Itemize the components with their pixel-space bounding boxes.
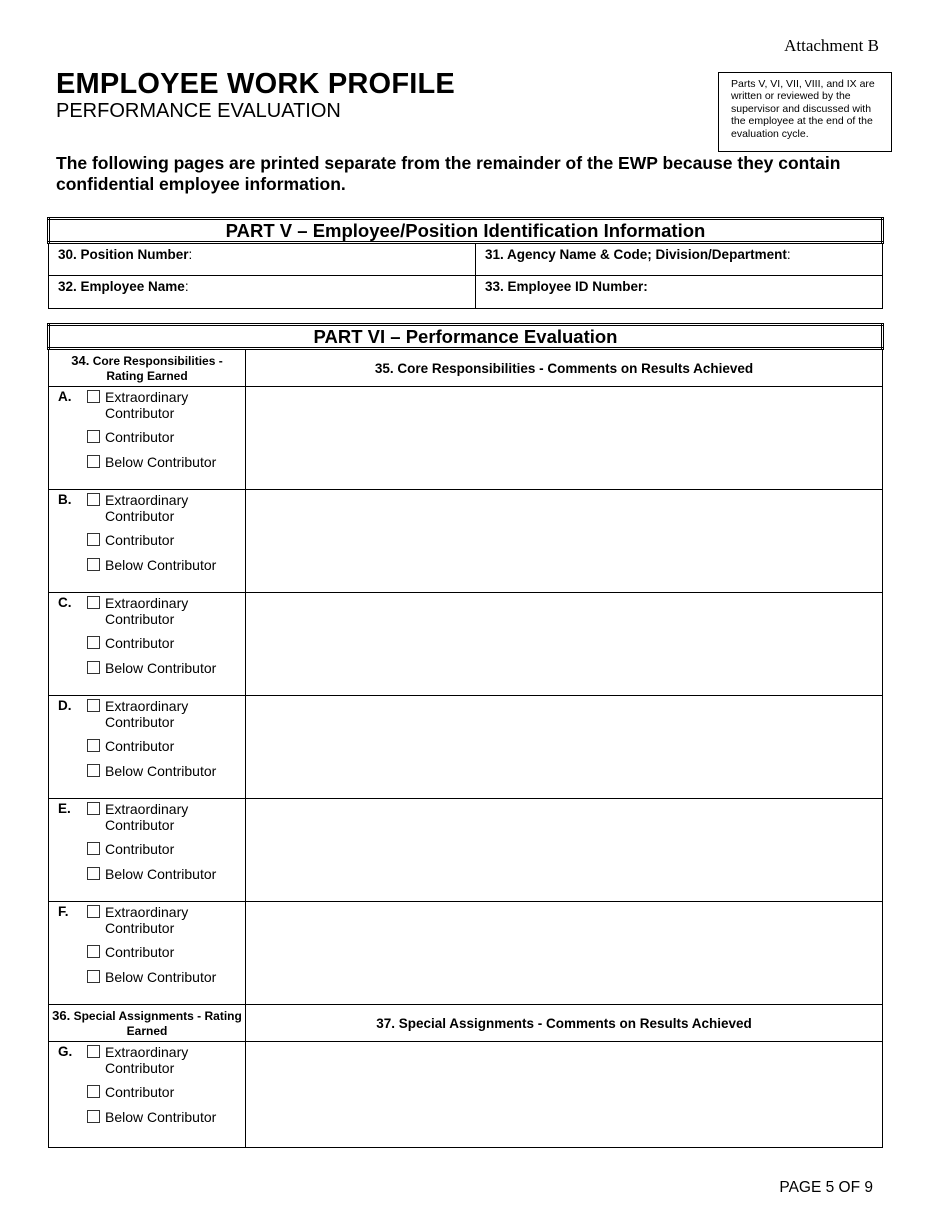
checkbox[interactable] — [87, 430, 100, 443]
checkbox[interactable] — [87, 661, 100, 674]
option-contributor[interactable]: Contributor — [87, 1084, 174, 1100]
part6-table — [47, 323, 884, 1148]
option-below-contributor[interactable]: Below Contributor — [87, 866, 216, 882]
rating-cell — [49, 1042, 246, 1148]
row-letter: B. — [58, 492, 72, 507]
option-below-contributor[interactable]: Below Contributor — [87, 969, 216, 985]
checkbox[interactable] — [87, 493, 100, 506]
option-extraordinary[interactable]: Extraordinary Contributor — [87, 389, 188, 421]
employee-id-field[interactable] — [476, 276, 883, 309]
checkbox[interactable] — [87, 867, 100, 880]
option-extraordinary[interactable]: Extraordinary Contributor — [87, 492, 188, 524]
checkbox[interactable] — [87, 558, 100, 571]
checkbox[interactable] — [87, 455, 100, 468]
core-responsibility-row — [49, 593, 883, 696]
option-below-contributor[interactable]: Below Contributor — [87, 660, 216, 676]
checkbox[interactable] — [87, 764, 100, 777]
position-number-field[interactable]: 30. Position Number: — [49, 243, 476, 276]
option-contributor[interactable]: Contributor — [87, 532, 174, 548]
option-contributor[interactable]: Contributor — [87, 635, 174, 651]
checkbox[interactable] — [87, 970, 100, 983]
agency-name-label: 31. Agency Name & Code; Division/Department — [485, 247, 787, 262]
agency-name-field[interactable]: 31. Agency Name & Code; Division/Department: — [476, 243, 883, 276]
option-extraordinary[interactable]: Extraordinary Contributor — [87, 595, 188, 627]
option-below-contributor[interactable]: Below Contributor — [87, 557, 216, 573]
option-extraordinary[interactable]: Extraordinary Contributor — [87, 801, 188, 833]
core-responsibility-row — [49, 696, 883, 799]
core-responsibility-row — [49, 902, 883, 1005]
special-assignment-row — [49, 1042, 883, 1148]
option-below-contributor[interactable]: Below Contributor — [87, 1109, 216, 1125]
page-title: EMPLOYEE WORK PROFILE — [56, 68, 455, 100]
core-responsibility-row — [49, 387, 883, 490]
position-number-label: 30. Position Number — [58, 247, 189, 262]
comments-cell[interactable] — [246, 490, 883, 593]
rating-cell — [49, 593, 246, 696]
comments-cell[interactable] — [246, 387, 883, 490]
option-contributor[interactable]: Contributor — [87, 738, 174, 754]
col37-header: 37. Special Assignments - Comments on Results Achieved — [246, 1005, 883, 1042]
col35-header: 35. Core Responsibilities - Comments on Results Achieved — [246, 349, 883, 387]
col34-header: 34. Core Responsibilities - Rating Earned — [49, 349, 246, 387]
row-letter: D. — [58, 698, 72, 713]
checkbox[interactable] — [87, 905, 100, 918]
rating-cell — [49, 490, 246, 593]
option-contributor[interactable]: Contributor — [87, 944, 174, 960]
employee-name-field[interactable]: 32. Employee Name: — [49, 276, 476, 309]
row-letter: F. — [58, 904, 69, 919]
checkbox[interactable] — [87, 1045, 100, 1058]
checkbox[interactable] — [87, 739, 100, 752]
option-contributor[interactable]: Contributor — [87, 429, 174, 445]
checkbox[interactable] — [87, 945, 100, 958]
rating-cell — [49, 696, 246, 799]
row-letter: E. — [58, 801, 71, 816]
checkbox[interactable] — [87, 842, 100, 855]
part6-title: PART VI – Performance Evaluation — [49, 325, 883, 349]
checkbox[interactable] — [87, 699, 100, 712]
comments-cell[interactable] — [246, 1042, 883, 1148]
page-subtitle: PERFORMANCE EVALUATION — [56, 100, 341, 122]
row-letter: A. — [58, 389, 72, 404]
row-letter: G. — [58, 1044, 73, 1059]
part5-title: PART V – Employee/Position Identification Information — [49, 219, 883, 243]
col36-header: 36. Special Assignments - Rating Earned — [49, 1005, 246, 1042]
row-letter: C. — [58, 595, 72, 610]
note-box: Parts V, VI, VII, VIII, and IX are written or reviewed by the supervisor and discussed with the employee at the end of the evaluation cycle. — [718, 72, 892, 152]
checkbox[interactable] — [87, 802, 100, 815]
rating-cell — [49, 902, 246, 1005]
intro-text: The following pages are printed separate from the remainder of the EWP because they contain confidential employee information. — [56, 153, 841, 194]
comments-cell[interactable] — [246, 902, 883, 1005]
attachment-label: Attachment B — [784, 36, 879, 55]
option-contributor[interactable]: Contributor — [87, 841, 174, 857]
checkbox[interactable] — [87, 636, 100, 649]
rating-cell — [49, 387, 246, 490]
checkbox[interactable] — [87, 533, 100, 546]
checkbox[interactable] — [87, 1110, 100, 1123]
checkbox[interactable] — [87, 596, 100, 609]
core-responsibility-row — [49, 799, 883, 902]
employee-name-label: 32. Employee Name — [58, 279, 185, 294]
option-extraordinary[interactable]: Extraordinary Contributor — [87, 904, 188, 936]
part5-table — [47, 217, 884, 309]
page-number: PAGE 5 OF 9 — [779, 1179, 873, 1196]
option-extraordinary[interactable]: Extraordinary Contributor — [87, 1044, 188, 1076]
checkbox[interactable] — [87, 390, 100, 403]
comments-cell[interactable] — [246, 799, 883, 902]
rating-cell — [49, 799, 246, 902]
core-responsibility-row — [49, 490, 883, 593]
option-extraordinary[interactable]: Extraordinary Contributor — [87, 698, 188, 730]
option-below-contributor[interactable]: Below Contributor — [87, 763, 216, 779]
option-below-contributor[interactable]: Below Contributor — [87, 454, 216, 470]
comments-cell[interactable] — [246, 593, 883, 696]
employee-id-label: 33. Employee ID Number: — [485, 279, 648, 294]
checkbox[interactable] — [87, 1085, 100, 1098]
comments-cell[interactable] — [246, 696, 883, 799]
